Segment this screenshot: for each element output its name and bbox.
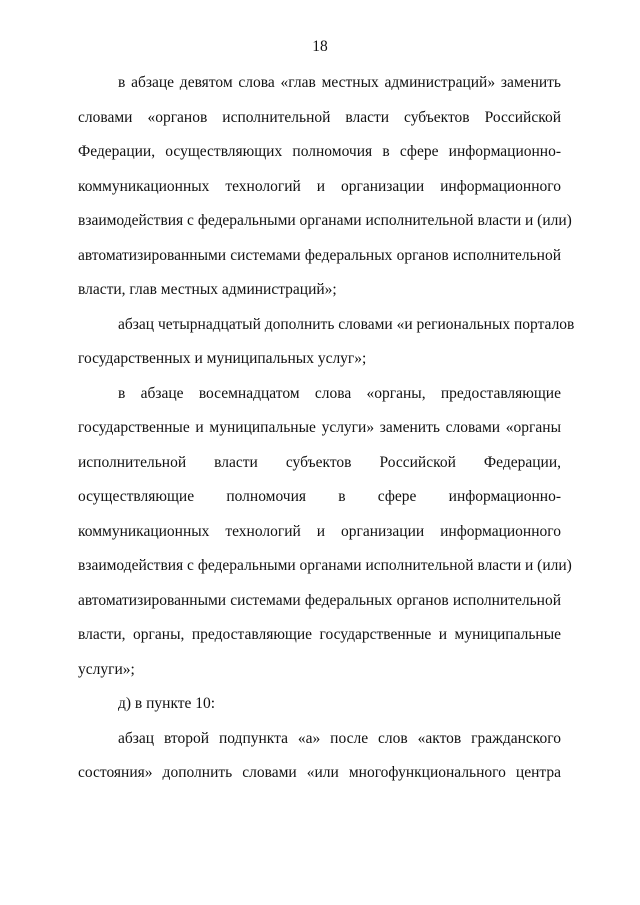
body-text <box>78 66 575 791</box>
text-line: в абзаце восемнадцатом слова «органы, предоставляющие <box>118 384 561 402</box>
text-line: государственных и муниципальных услуг»; <box>78 350 367 367</box>
text-line: взаимодействия с федеральными органами исполнительной власти и (или) <box>78 557 572 574</box>
text-line: осуществляющие полномочия в сфере информационно- <box>78 488 561 505</box>
text-line: абзац второй подпункта «а» после слов «актов гражданского <box>118 729 561 747</box>
text-line: коммуникационных технологий и организации информационного <box>78 177 561 195</box>
text-line: Федерации, осуществляющих полномочия в сфере информационно- <box>78 143 561 160</box>
text-line: автоматизированными системами федеральных органов исполнительной <box>78 246 561 264</box>
paragraph-3 <box>78 377 572 688</box>
text-line: абзац четырнадцатый дополнить словами «и региональных порталов <box>118 315 575 333</box>
paragraph-5 <box>78 722 561 791</box>
paragraph-2 <box>78 308 575 377</box>
text-line: исполнительной власти субъектов Российской Федерации, <box>78 453 561 471</box>
text-line: в абзаце девятом слова «глав местных администраций» заменить <box>118 74 561 91</box>
text-line: состояния» дополнить словами «или многофункционального центра <box>78 764 561 781</box>
text-line: власти, глав местных администраций»; <box>78 281 337 298</box>
text-line: автоматизированными системами федеральных органов исполнительной <box>78 591 561 609</box>
text-line: взаимодействия с федеральными органами исполнительной власти и (или) <box>78 212 572 229</box>
text-line: словами «органов исполнительной власти субъектов Российской <box>78 108 561 126</box>
text-line: государственные и муниципальные услуги» заменить словами «органы <box>78 419 561 436</box>
text-line: власти, органы, предоставляющие государственные и муниципальные <box>78 626 561 643</box>
text-line: д) в пункте 10: <box>118 695 216 712</box>
paragraph-4 <box>78 687 561 722</box>
page-number: 18 <box>312 38 328 55</box>
text-line: услуги»; <box>78 660 135 678</box>
text-line: коммуникационных технологий и организации информационного <box>78 522 561 540</box>
paragraph-1 <box>78 66 572 308</box>
